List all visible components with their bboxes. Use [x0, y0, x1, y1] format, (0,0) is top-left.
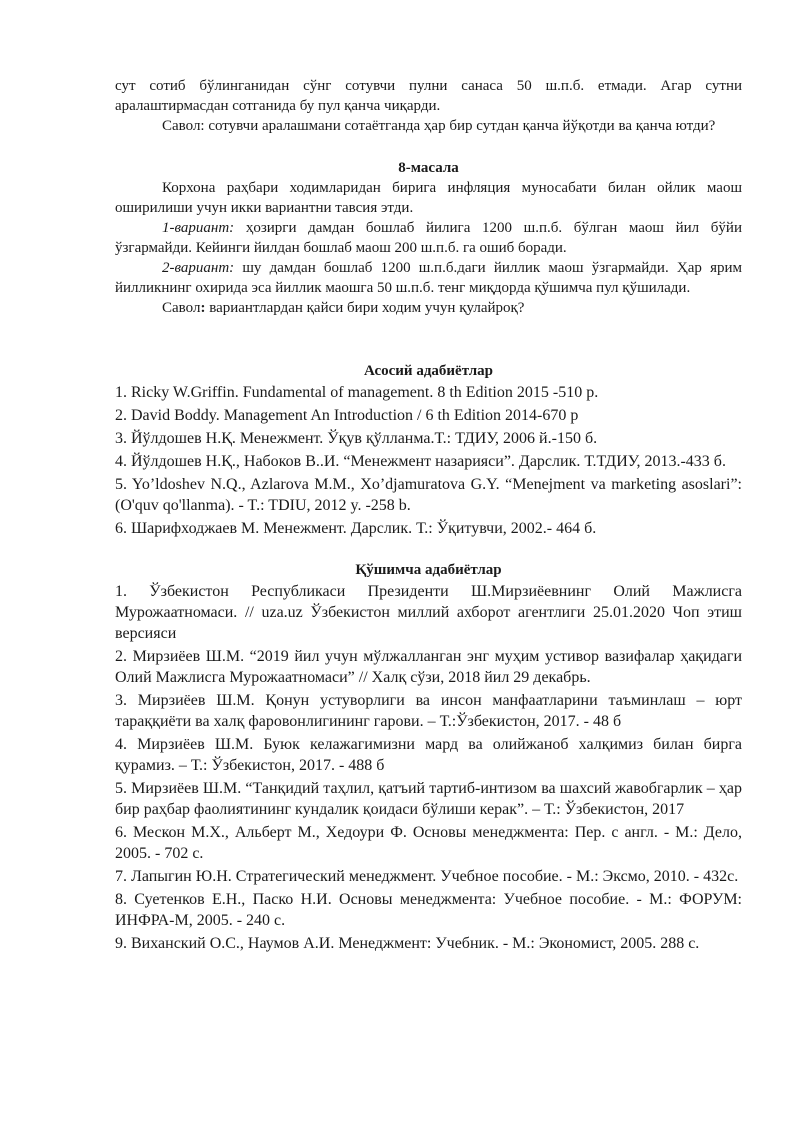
reference-item: 2. David Boddy. Management An Introduction / 6 th Edition 2014-670 p	[115, 407, 579, 424]
reference-item: 2. Мирзиёев Ш.М. “2019 йил учун мўлжалланган энг муҳим устивор вазифалар ҳақидаги Олий Мажлисга Мурожаатномаси” // Халқ сўзи, 2018 йил 29 декабрь.	[115, 648, 742, 686]
reference-item: 4. Йўлдошев Н.Қ., Набоков В..И. “Менежмент назарияси”. Дарслик. Т.ТДИУ, 2013.-433 б.	[115, 453, 726, 470]
reference-item: 6. Мескон М.Х., Альберт М., Хедоури Ф. Основы менеджмента: Пер. с англ. - М.: Дело, 2005. - 702 с.	[115, 824, 742, 862]
additional-literature	[115, 560, 742, 954]
main-literature-list	[115, 382, 742, 539]
variant-2-label: 2-вариант:	[162, 260, 235, 276]
section-title: Қўшимча адабиётлар	[355, 562, 502, 578]
variant-1-text: ҳозирги дамдан бошлаб йилига 1200 ш.п.б. бўлган маош йил бўйи ўзгармайди. Кейинги йилдан бошлаб маош 200 ш.п.б. га ошиб боради.	[115, 220, 742, 256]
task-title: 8-масала	[398, 160, 459, 176]
reference-item: 5. Yo’ldoshev N.Q., Azlarova M.M., Xo’djamuratova G.Y. “Menejment va marketing asoslari”: (O'quv qo'llanma). - T.: TDIU, 2012 y. -258 b.	[115, 476, 742, 514]
section-title: Асосий адабиётлар	[364, 363, 493, 379]
reference-item: 6. Шарифходжаев М. Менежмент. Дарслик. Т.: Ўқитувчи, 2002.- 464 б.	[115, 520, 597, 537]
reference-item: 5. Мирзиёев Ш.М. “Танқидий таҳлил, қатъий тартиб-интизом ва шахсий жавобгарлик – ҳар бир раҳбар фаолиятининг кундалик қоидаси бўлиши керак”. – Т.: Ўзбекистон, 2017	[115, 780, 742, 818]
reference-item: 3. Мирзиёев Ш.М. Қонун устуворлиги ва инсон манфаатларини таъминлаш – юрт тараққиёти ва халқ фаровонлигининг гарови. – Т.:Ўзбекистон, 2017. - 48 б	[115, 692, 742, 730]
reference-item: 4. Мирзиёев Ш.М. Буюк келажагимизни мард ва олийжаноб халқимиз билан бирга қурамиз. – Т.: Ўзбекистон, 2017. - 488 б	[115, 736, 742, 774]
reference-item: 1. Ўзбекистон Республикаси Президенти Ш.Мирзиёевнинг Олий Мажлисга Мурожаатномаси. // uza.uz Ўзбекистон миллий ахборот агентлиги 25.01.2020 Чоп этиш версияси	[115, 583, 742, 642]
additional-literature-list	[115, 581, 742, 954]
variant-2	[115, 258, 742, 298]
main-literature	[115, 361, 742, 539]
paragraph: сут сотиб бўлинганидан сўнг сотувчи пулни санаса 50 ш.п.б. етмади. Агар сутни аралаштирмасдан сотганида бу пул қанча чиқарди.	[115, 78, 742, 114]
task-intro: Корхона раҳбари ходимларидан бирига инфляция муносабати билан ойлик маош оширилиши учун икки вариантни тавсия этди.	[115, 180, 742, 216]
variant-1-label: 1-вариант:	[162, 220, 235, 236]
variant-1	[115, 218, 742, 258]
task-question	[115, 298, 742, 318]
reference-item: 7. Лапыгин Ю.Н. Стратегический менеджмент. Учебное пособие. - М.: Эксмо, 2010. - 432с.	[115, 868, 739, 885]
question-text: вариантлардан қайси бири ходим учун қулайроқ?	[205, 300, 525, 316]
question-colon: :	[200, 300, 206, 316]
question-paragraph: Савол: сотувчи аралашмани сотаётганда ҳар бир сутдан қанча йўқотди ва қанча ютди?	[162, 118, 716, 134]
variant-2-text: шу дамдан бошлаб 1200 ш.п.б.даги йиллик маош ўзгармайди. Ҳар ярим йилликнинг охирида эса йиллик маошга 50 ш.п.б. тенг миқдорда қўшимча пул қўшилади.	[115, 260, 742, 296]
previous-task-continuation	[115, 76, 742, 136]
reference-item: 9. Виханский О.С., Наумов А.И. Менеджмент: Учебник. - М.: Экономист, 2005. 288 с.	[115, 935, 700, 952]
question-label: Савол	[162, 300, 201, 316]
task-8	[115, 158, 742, 318]
reference-item: 8. Суетенков Е.Н., Паско Н.И. Основы менеджмента: Учебное пособие. - М.: ФОРУМ: ИНФРА-М, 2005. - 240 с.	[115, 891, 742, 929]
reference-item: 3. Йўлдошев Н.Қ. Менежмент. Ўқув қўлланма.Т.: ТДИУ, 2006 й.-150 б.	[115, 430, 598, 447]
reference-item: 1. Ricky W.Griffin. Fundamental of management. 8 th Edition 2015 -510 p.	[115, 384, 599, 401]
